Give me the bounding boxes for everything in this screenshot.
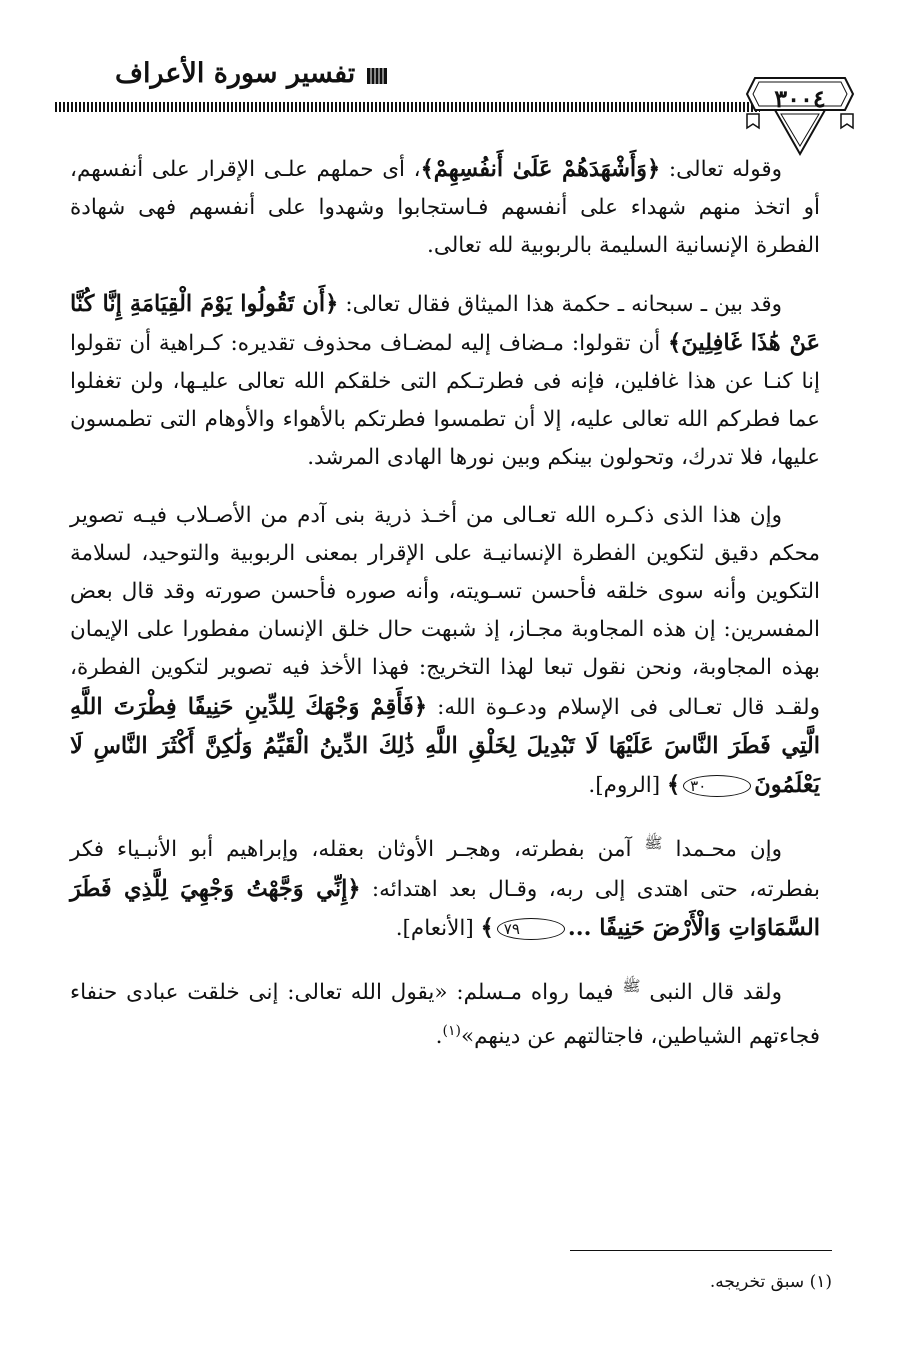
text-run: فيما رواه مـسلم: «يقول الله تعالى: إنى خلقت عبادى حنفاء فجاءتهم الشياطين، فاجتالتهم عن دينهم» xyxy=(70,980,820,1050)
text-run: وقوله تعالى: xyxy=(660,157,782,182)
running-title xyxy=(115,58,389,89)
text-run: ، أى حملهم علـى الإقرار على أنفسهم، أو اتخذ منهم شهداء على أنفسهم فـاستجابوا وشهدوا على أنفسهم فهى شهادة الفطرة الإنسانية السليمة بالربوبية لله تعالى. xyxy=(70,157,820,259)
body-text xyxy=(70,150,820,1076)
quran-verse: ﴿أَن تَقُولُوا يَوْمَ الْقِيَامَةِ إِنَّا كُنَّا عَنْ هَٰذَا غَافِلِينَ﴾ xyxy=(70,290,820,356)
running-title-text: تفسير سورة الأعراف xyxy=(115,58,356,89)
text-run: أن تقولوا: مـضاف إليه لمضـاف محذوف تقديره: كـراهية أن تقولوا إنا كنـا عن هذا غافلين، فإنه فى فطرتـكم التى خلقكم الله تعالى عليـها، ولن تغفلوا عما فطركم الله تعالى عليه، إلا أن تطمسوا فطرتكم بالأهواء والأوهام التى تطمسون عليها، فلا تدرك، وتحولون بينكم وبين نورها الهادى المرشد. xyxy=(70,330,820,471)
text-run: ولقد قال النبى xyxy=(640,980,782,1006)
book-icon xyxy=(365,63,389,85)
paragraph-4 xyxy=(70,824,820,948)
text-run: وإن محـمدا xyxy=(662,837,783,863)
page-number-badge xyxy=(745,70,855,160)
ayah-number: ٧٩ xyxy=(497,918,565,940)
text-run: وقد بين ـ سبحانه ـ حكمة هذا الميثاق فقال تعالى: xyxy=(338,291,782,317)
pbuh-glyph: ﷺ xyxy=(644,834,663,853)
paragraph-5 xyxy=(70,967,820,1057)
page-header xyxy=(55,40,845,135)
quran-verse: ﴿إِنِّي وَجَّهْتُ وَجْهِيَ لِلَّذِي فَطَرَ السَّمَاوَاتِ وَالْأَرْضَ حَنِيفًا ... xyxy=(70,875,820,941)
page-number: ٣٠٠٤ xyxy=(774,84,826,113)
text-run: آمن بفطرته، وهجـر الأوثان بعقله، وإبراهيم أبو الأنبـياء فكر بفطرته، حتى اهتدى إلى ربه، وقـال بعد اهتدائه: xyxy=(70,837,820,902)
quran-verse: ﴿وَأَشْهَدَهُمْ عَلَىٰ أَنفُسِهِمْ﴾ xyxy=(420,156,661,182)
text-run: . xyxy=(435,1024,443,1050)
paragraph-2 xyxy=(70,285,820,478)
footnote: (١) سبق تخريجه. xyxy=(709,1272,832,1292)
ayah-number: ٣٠ xyxy=(683,775,751,797)
footnote-marker[interactable]: (١) xyxy=(442,1023,461,1040)
quran-verse-end: ﴾ xyxy=(480,914,494,941)
quran-verse: ﴿فَأَقِمْ وَجْهَكَ لِلدِّينِ حَنِيفًا فِطْرَتَ اللَّهِ الَّتِي فَطَرَ النَّاسَ عَلَيْهَا لَا تَبْدِيلَ لِخَلْقِ اللَّهِ ذَٰلِكَ الدِّينُ الْقَيِّمُ وَلَٰكِنَّ أَكْثَرَ النَّاسِ لَا يَعْلَمُونَ xyxy=(70,693,820,799)
pbuh-glyph: ﷺ xyxy=(622,977,641,996)
paragraph-1 xyxy=(70,150,820,266)
surah-reference: [الروم]. xyxy=(588,773,667,799)
text-run: وإن هذا الذى ذكـره الله تعـالى من أخـذ ذرية بنى آدم من الأصـلاب فيـه تصوير محكم دقيق لتكوين الفطرة الإنسانيـة على الإقرار بمعنى الربوبية والتوحيد، لسلامة التكوين وأنه سوى خلقه فأحسن تسـويته، وأنه صوره فأحسن صورته وقد قال بعض المفسرين: إن هذه المجاوبة مجـاز، إذ شبهت حال خلق الإنسان مفطورا على الإيمان بهذه المجاوبة، ونحن نقول تبعا لهذا التخريج: فهذا الأخذ فيه تصوير لتكوين الفطرة، ولقـد قال تعـالى فى الإسلام ودعـوة الله: xyxy=(70,502,820,720)
header-rule xyxy=(55,102,760,112)
paragraph-3 xyxy=(70,497,820,806)
quran-verse-end: ﴾ xyxy=(666,772,681,799)
surah-reference: [الأنعام]. xyxy=(395,915,481,941)
footnote-divider xyxy=(570,1250,832,1251)
